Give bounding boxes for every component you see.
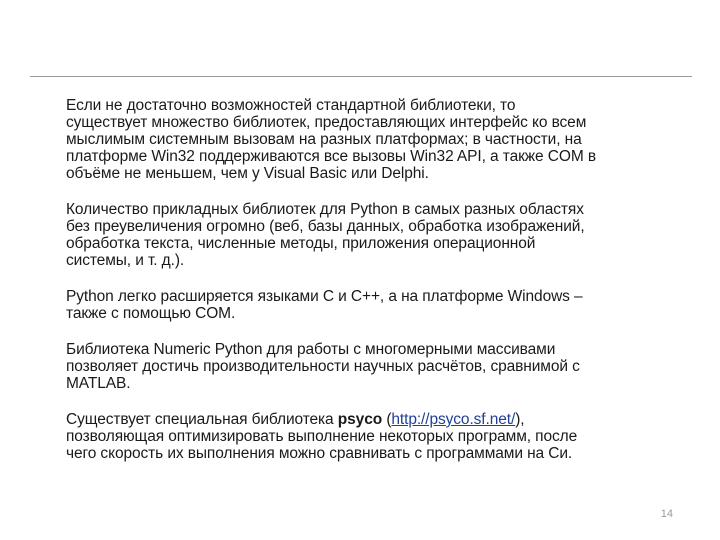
text-line: Количество прикладных библиотек для Python в самых разных областях [66, 201, 584, 218]
text-line: позволяющая оптимизировать выполнение некоторых программ, после [66, 428, 578, 445]
psyco-link[interactable]: http://psyco.sf.net/ [391, 411, 516, 428]
text-line [66, 411, 696, 428]
text-line: мыслимым системным вызовам на разных платформах; в частности, на [66, 131, 582, 148]
text-line: без преувеличения огромно (веб, базы данных, обработка изображений, [66, 218, 585, 235]
psyco-intro-text: Существует специальная библиотека [66, 411, 338, 428]
paragraph-numeric-python [66, 341, 696, 392]
text-line: существует множество библиотек, предоставляющих интерфейс ко всем [66, 114, 587, 131]
top-divider [30, 76, 692, 77]
text-line: объёме не меньшем, чем у Visual Basic или Delphi. [66, 165, 429, 182]
text-line: обработка текста, численные методы, приложения операционной [66, 235, 536, 252]
paragraph-psyco [66, 411, 696, 462]
text-line: системы, и т. д.). [66, 252, 185, 269]
text-line: MATLAB. [66, 375, 131, 392]
text-line: чего скорость их выполнения можно сравнивать с программами на Си. [66, 445, 573, 462]
text-line: также с помощью COM. [66, 305, 236, 322]
slide-body [66, 97, 696, 462]
page-number: 14 [660, 508, 673, 520]
text-line: позволяет достичь производительности научных расчётов, сравнимой с [66, 358, 580, 375]
paren-open: ( [382, 411, 392, 428]
text-line: Если не достаточно возможностей стандартной библиотеки, то [66, 97, 516, 114]
paragraph-system-libraries [66, 97, 696, 182]
paren-close: ), [515, 411, 525, 428]
psyco-name: psyco [337, 411, 383, 428]
paragraph-applied-libraries [66, 201, 696, 269]
text-line: Библиотека Numeric Python для работы с многомерными массивами [66, 341, 556, 358]
paragraph-extensions [66, 288, 696, 322]
text-line: платформе Win32 поддерживаются все вызовы Win32 API, а также COM в [66, 148, 596, 165]
text-line: Python легко расширяется языками C и C++, а на платформе Windows – [66, 288, 583, 305]
